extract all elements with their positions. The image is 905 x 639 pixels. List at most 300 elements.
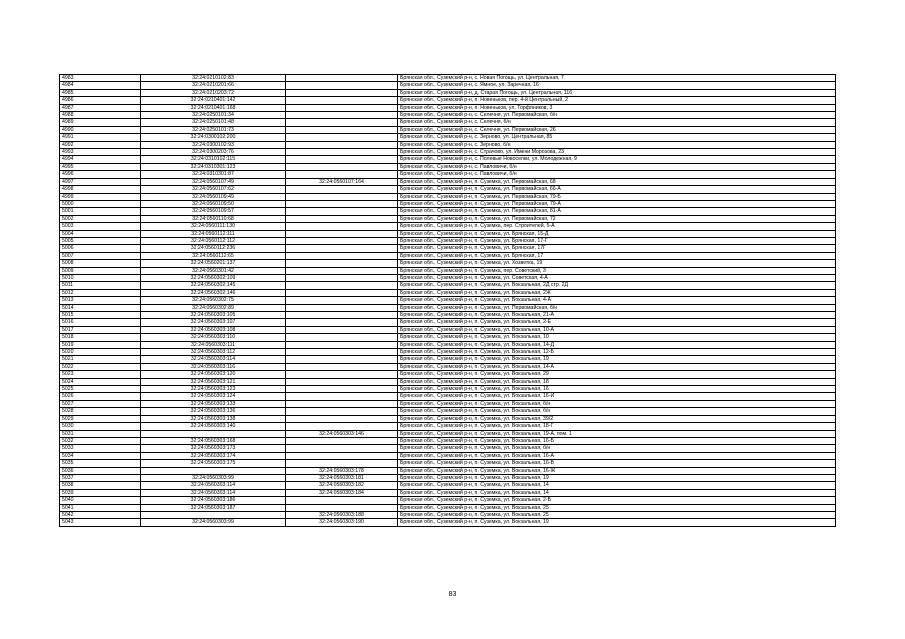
cadastral-number-cell: 32:24:0210201:66 <box>141 82 286 89</box>
table-row <box>60 208 836 215</box>
row-number-cell: 4996 <box>60 171 141 178</box>
table-row <box>60 82 836 89</box>
row-number-cell: 5004 <box>60 230 141 237</box>
cadastral-number-cell: 32:24:0560303:187 <box>141 504 286 511</box>
table-row <box>60 252 836 259</box>
table-row <box>60 504 836 511</box>
row-number-cell: 5043 <box>60 519 141 526</box>
building-cadastral-number-cell <box>286 349 398 356</box>
row-number-cell: 5006 <box>60 245 141 252</box>
building-cadastral-number-cell <box>286 119 398 126</box>
address-cell: Брянская обл., Суземский р-н, п. Суземка, ул. Первомайская, 66-А <box>398 186 836 193</box>
cadastral-number-cell: 32:24:0560303:108 <box>141 326 286 333</box>
table-row <box>60 89 836 96</box>
building-cadastral-number-cell <box>286 304 398 311</box>
row-number-cell: 5009 <box>60 267 141 274</box>
address-cell: Брянская обл., Суземский р-н, п. Суземка, ул. Советская, 4-А <box>398 274 836 281</box>
row-number-cell: 5027 <box>60 400 141 407</box>
building-cadastral-number-cell <box>286 193 398 200</box>
building-cadastral-number-cell <box>286 230 398 237</box>
cadastral-number-cell: 32:24:0560303:124 <box>141 393 286 400</box>
row-number-cell: 5040 <box>60 497 141 504</box>
table-row <box>60 112 836 119</box>
building-cadastral-number-cell <box>286 252 398 259</box>
building-cadastral-number-cell <box>286 215 398 222</box>
cadastral-number-cell: 32:24:0560303:133 <box>141 400 286 407</box>
building-cadastral-number-cell <box>286 149 398 156</box>
cadastral-number-cell: 32:24:0560110:68 <box>141 215 286 222</box>
row-number-cell: 5041 <box>60 504 141 511</box>
address-cell: Брянская обл., Суземский р-н, п. Суземка, ул. Вокзальная, 16-Ж <box>398 467 836 474</box>
cadastral-number-cell <box>141 511 286 518</box>
building-cadastral-number-cell: 32:24:0560107:164 <box>286 178 398 185</box>
building-cadastral-number-cell <box>286 504 398 511</box>
cadastral-number-cell: 32:24:0560303:99 <box>141 519 286 526</box>
building-cadastral-number-cell <box>286 297 398 304</box>
row-number-cell: 5022 <box>60 363 141 370</box>
table-row <box>60 230 836 237</box>
cadastral-number-cell: 32:24:0560302:145 <box>141 282 286 289</box>
building-cadastral-number-cell <box>286 89 398 96</box>
row-number-cell: 5016 <box>60 319 141 326</box>
row-number-cell: 5025 <box>60 386 141 393</box>
address-cell: Брянская обл., Суземский р-н, п. Суземка, ул. Вокзальная, 14-Д <box>398 341 836 348</box>
row-number-cell: 5031 <box>60 430 141 437</box>
address-cell: Брянская обл., Суземский р-н, п. Суземка, ул. Вокзальная, 21-А <box>398 312 836 319</box>
row-number-cell: 4992 <box>60 141 141 148</box>
cadastral-number-cell: 32:24:0560303:140 <box>141 423 286 430</box>
cadastral-number-cell: 32:24:0560302:75 <box>141 297 286 304</box>
row-number-cell: 5023 <box>60 371 141 378</box>
building-cadastral-number-cell <box>286 260 398 267</box>
row-number-cell: 5033 <box>60 445 141 452</box>
table-row <box>60 156 836 163</box>
row-number-cell: 4986 <box>60 97 141 104</box>
table-row <box>60 474 836 481</box>
address-cell: Брянская обл., Суземский р-н, с. Ямное, ул. Заречная, 16 <box>398 82 836 89</box>
building-cadastral-number-cell <box>286 289 398 296</box>
cadastral-number-cell: 32:24:0560301:42 <box>141 267 286 274</box>
row-number-cell: 4983 <box>60 75 141 82</box>
table-row <box>60 393 836 400</box>
table-row <box>60 267 836 274</box>
building-cadastral-number-cell: 32:24:0560303:190 <box>286 519 398 526</box>
table-row <box>60 349 836 356</box>
cadastral-number-cell: 32:24:0560303:107 <box>141 319 286 326</box>
page-number: 83 <box>448 591 457 598</box>
row-number-cell: 5035 <box>60 460 141 467</box>
table-row <box>60 423 836 430</box>
row-number-cell: 4995 <box>60 163 141 170</box>
address-cell: Брянская обл., Суземский р-н, п. Суземка, ул. Вокзальная, 25 <box>398 511 836 518</box>
table-row <box>60 126 836 133</box>
address-cell: Брянская обл., Суземский р-н, п. Суземка, ул. Вокзальная, 16-А <box>398 452 836 459</box>
building-cadastral-number-cell <box>286 437 398 444</box>
cadastral-number-cell: 32:24:0560302:109 <box>141 274 286 281</box>
building-cadastral-number-cell <box>286 112 398 119</box>
cadastral-number-cell: 32:24:0210102:83 <box>141 75 286 82</box>
table-row <box>60 378 836 385</box>
building-cadastral-number-cell: 32:24:0560303:178 <box>286 467 398 474</box>
table-row <box>60 467 836 474</box>
table-row <box>60 363 836 370</box>
address-cell: Брянская обл., Суземский р-н, п. Суземка, ул. Вокзальная, б/н <box>398 445 836 452</box>
address-cell: Брянская обл., Суземский р-н, с. Павловичи, б/н <box>398 171 836 178</box>
table-row <box>60 334 836 341</box>
cadastral-number-cell: 32:24:0210401:142 <box>141 97 286 104</box>
cadastral-number-cell: 32:24:0300203:76 <box>141 149 286 156</box>
address-cell: Брянская обл., Суземский р-н, п. Суземка, ул. Вокзальная, 25 <box>398 504 836 511</box>
row-number-cell: 5001 <box>60 208 141 215</box>
table-row <box>60 482 836 489</box>
cadastral-number-cell: 32:24:0560112:236 <box>141 245 286 252</box>
cadastral-number-cell: 32:24:0560112:112 <box>141 237 286 244</box>
address-cell: Брянская обл., Суземский р-н, п. Суземка, ул. Первомайская, 79-А <box>398 200 836 207</box>
address-cell: Брянская обл., Суземский р-н, п. Суземка, ул. Вокзальная, б/н <box>398 408 836 415</box>
address-cell: Брянская обл., Суземский р-н, с. Зерново, б/н <box>398 141 836 148</box>
table-row <box>60 319 836 326</box>
building-cadastral-number-cell <box>286 326 398 333</box>
row-number-cell: 5002 <box>60 215 141 222</box>
row-number-cell: 5042 <box>60 511 141 518</box>
cadastral-number-cell: 32:24:0560303:136 <box>141 408 286 415</box>
building-cadastral-number-cell <box>286 237 398 244</box>
table-row <box>60 134 836 141</box>
row-number-cell: 5015 <box>60 312 141 319</box>
building-cadastral-number-cell <box>286 171 398 178</box>
cadastral-number-cell <box>141 467 286 474</box>
row-number-cell: 5003 <box>60 223 141 230</box>
address-cell: Брянская обл., Суземский р-н, п. Суземка, ул. Вокзальная, 14 <box>398 489 836 496</box>
cadastral-number-cell: 32:24:0560303:121 <box>141 378 286 385</box>
cadastral-number-cell: 32:24:0560303:99 <box>141 474 286 481</box>
address-cell: Брянская обл., Суземский р-н, д. Старая Погощь, ул. Центральная, 116 <box>398 89 836 96</box>
row-number-cell: 5020 <box>60 349 141 356</box>
cadastral-number-cell: 32:24:0560109:50 <box>141 200 286 207</box>
cadastral-number-cell <box>141 430 286 437</box>
table-row <box>60 341 836 348</box>
address-cell: Брянская обл., Суземский р-н, п. Суземка, ул. Вокзальная, 16-Б <box>398 437 836 444</box>
address-cell: Брянская обл., Суземский р-н, п. Суземка, ул. Первомайская, б/н <box>398 304 836 311</box>
row-number-cell: 4987 <box>60 104 141 111</box>
address-cell: Брянская обл., Суземский р-н, п. Суземка, ул. Вокзальная, 18-Г <box>398 423 836 430</box>
registry-table-body <box>60 75 836 527</box>
cadastral-number-cell: 32:24:0560302:146 <box>141 289 286 296</box>
address-cell: Брянская обл., Суземский р-н, с. Полевые Новоселки, ул. Молодежная, 9 <box>398 156 836 163</box>
address-cell: Брянская обл., Суземский р-н, с. Селечня, ул. Первомайская, 26 <box>398 126 836 133</box>
cadastral-number-cell: 32:24:0560303:112 <box>141 349 286 356</box>
table-row <box>60 304 836 311</box>
cadastral-number-cell: 32:24:0560302:89 <box>141 304 286 311</box>
row-number-cell: 4988 <box>60 112 141 119</box>
table-row <box>60 430 836 437</box>
row-number-cell: 5019 <box>60 341 141 348</box>
row-number-cell: 5037 <box>60 474 141 481</box>
table-row <box>60 312 836 319</box>
row-number-cell: 4984 <box>60 82 141 89</box>
row-number-cell: 4991 <box>60 134 141 141</box>
address-cell: Брянская обл., Суземский р-н, п. Суземка, ул. Вокзальная, 16-В <box>398 460 836 467</box>
table-row <box>60 326 836 333</box>
building-cadastral-number-cell <box>286 156 398 163</box>
table-row <box>60 297 836 304</box>
address-cell: Брянская обл., Суземский р-н, с. Новая Погощь, ул. Центральная, 7 <box>398 75 836 82</box>
row-number-cell: 4989 <box>60 119 141 126</box>
row-number-cell: 5021 <box>60 356 141 363</box>
cadastral-number-cell: 32:24:0560303:168 <box>141 437 286 444</box>
building-cadastral-number-cell <box>286 163 398 170</box>
building-cadastral-number-cell <box>286 356 398 363</box>
building-cadastral-number-cell <box>286 423 398 430</box>
row-number-cell: 5000 <box>60 200 141 207</box>
table-row <box>60 193 836 200</box>
cadastral-number-cell: 32:24:0560303:123 <box>141 386 286 393</box>
row-number-cell: 5034 <box>60 452 141 459</box>
cadastral-number-cell: 32:24:0560109:49 <box>141 193 286 200</box>
table-row <box>60 171 836 178</box>
building-cadastral-number-cell <box>286 393 398 400</box>
building-cadastral-number-cell <box>286 386 398 393</box>
cadastral-number-cell: 32:24:0560303:114 <box>141 356 286 363</box>
address-cell: Брянская обл., Суземский р-н, п. Суземка, ул. Вокзальная, 39/2 <box>398 415 836 422</box>
building-cadastral-number-cell <box>286 312 398 319</box>
row-number-cell: 5014 <box>60 304 141 311</box>
building-cadastral-number-cell <box>286 371 398 378</box>
address-cell: Брянская обл., Суземский р-н, п. Суземка, ул. Брянская, 15-Д <box>398 230 836 237</box>
table-row <box>60 178 836 185</box>
cadastral-number-cell: 32:24:0560303:186 <box>141 497 286 504</box>
table-row <box>60 141 836 148</box>
row-number-cell: 5008 <box>60 260 141 267</box>
cadastral-number-cell: 32:24:0210401:168 <box>141 104 286 111</box>
table-row <box>60 408 836 415</box>
table-row <box>60 237 836 244</box>
building-cadastral-number-cell <box>286 408 398 415</box>
building-cadastral-number-cell: 32:24:0560303:181 <box>286 474 398 481</box>
row-number-cell: 5039 <box>60 489 141 496</box>
address-cell: Брянская обл., Суземский р-н, п. Суземка, ул. Вокзальная, 2Ж <box>398 289 836 296</box>
table-row <box>60 519 836 526</box>
table-row <box>60 163 836 170</box>
address-cell: Брянская обл., Суземский р-н, п. Суземка, ул. Брянская, 17-Г <box>398 237 836 244</box>
table-row <box>60 511 836 518</box>
row-number-cell: 5013 <box>60 297 141 304</box>
building-cadastral-number-cell <box>286 141 398 148</box>
cadastral-number-cell: 32:24:0250101:73 <box>141 126 286 133</box>
row-number-cell: 5036 <box>60 467 141 474</box>
cadastral-number-cell: 32:24:0310102:115 <box>141 156 286 163</box>
table-row <box>60 215 836 222</box>
row-number-cell: 5032 <box>60 437 141 444</box>
row-number-cell: 5005 <box>60 237 141 244</box>
registry-table <box>59 74 836 527</box>
row-number-cell: 5017 <box>60 326 141 333</box>
cadastral-number-cell: 32:24:0560303:138 <box>141 415 286 422</box>
address-cell: Брянская обл., Суземский р-н, п. Суземка, ул. Первомайская, 79-Б <box>398 193 836 200</box>
cadastral-number-cell: 32:24:0560303:120 <box>141 371 286 378</box>
row-number-cell: 5030 <box>60 423 141 430</box>
cadastral-number-cell: 32:24:0560303:111 <box>141 341 286 348</box>
row-number-cell: 4999 <box>60 193 141 200</box>
address-cell: Брянская обл., Суземский р-н, с. Селечня, ул. Первомайская, б/н <box>398 112 836 119</box>
building-cadastral-number-cell <box>286 186 398 193</box>
cadastral-number-cell: 32:24:0560107:62 <box>141 186 286 193</box>
address-cell: Брянская обл., Суземский р-н, п. Суземка, ул. Вокзальная, 12-Б <box>398 349 836 356</box>
table-row <box>60 371 836 378</box>
cadastral-number-cell: 32:24:0560112:111 <box>141 230 286 237</box>
address-cell: Брянская обл., Суземский р-н, п. Суземка, ул. Вокзальная, 4-А <box>398 297 836 304</box>
table-row <box>60 282 836 289</box>
row-number-cell: 5018 <box>60 334 141 341</box>
table-row <box>60 200 836 207</box>
building-cadastral-number-cell <box>286 282 398 289</box>
address-cell: Брянская обл., Суземский р-н, с. Зерново, ул. Центральная, 85 <box>398 134 836 141</box>
cadastral-number-cell: 32:24:0560303:175 <box>141 460 286 467</box>
cadastral-number-cell: 32:24:0560303:173 <box>141 445 286 452</box>
building-cadastral-number-cell <box>286 497 398 504</box>
table-row <box>60 460 836 467</box>
cadastral-number-cell: 32:24:0560303:105 <box>141 312 286 319</box>
cadastral-number-cell: 32:24:0250101:48 <box>141 119 286 126</box>
table-row <box>60 75 836 82</box>
building-cadastral-number-cell: 32:24:0560303:184 <box>286 489 398 496</box>
table-row <box>60 400 836 407</box>
table-row <box>60 97 836 104</box>
table-row <box>60 223 836 230</box>
address-cell: Брянская обл., Суземский р-н, п. Суземка, пер. Строителей, 5-А <box>398 223 836 230</box>
address-cell: Брянская обл., Суземский р-н, п. Суземка, ул. Вокзальная, 14-А <box>398 363 836 370</box>
row-number-cell: 4998 <box>60 186 141 193</box>
address-cell: Брянская обл., Суземский р-н, п. Суземка, ул. Хозветка, 19 <box>398 260 836 267</box>
address-cell: Брянская обл., Суземский р-н, п. Суземка, ул. Первомайская, 72 <box>398 215 836 222</box>
table-row <box>60 489 836 496</box>
address-cell: Брянская обл., Суземский р-н, п. Суземка, пер. Советский, 3 <box>398 267 836 274</box>
address-cell: Брянская обл., Суземский р-н, п. Суземка, ул. Вокзальная, 19 <box>398 519 836 526</box>
table-row <box>60 437 836 444</box>
address-cell: Брянская обл., Суземский р-н, п. Суземка, ул. Вокзальная, 10-А <box>398 326 836 333</box>
building-cadastral-number-cell <box>286 223 398 230</box>
building-cadastral-number-cell <box>286 274 398 281</box>
table-row <box>60 445 836 452</box>
building-cadastral-number-cell <box>286 82 398 89</box>
row-number-cell: 4994 <box>60 156 141 163</box>
building-cadastral-number-cell: 32:24:0560303:182 <box>286 482 398 489</box>
building-cadastral-number-cell <box>286 245 398 252</box>
address-cell: Брянская обл., Суземский р-н, п. Суземка, ул. Вокзальная, 2Д стр. 2Д <box>398 282 836 289</box>
cadastral-number-cell: 32:24:0300102:93 <box>141 141 286 148</box>
building-cadastral-number-cell <box>286 378 398 385</box>
cadastral-number-cell: 32:24:0560201:137 <box>141 260 286 267</box>
cadastral-number-cell: 32:24:0560303:174 <box>141 452 286 459</box>
address-cell: Брянская обл., Суземский р-н, п. Суземка, ул. Вокзальная, 18 <box>398 378 836 385</box>
building-cadastral-number-cell <box>286 452 398 459</box>
building-cadastral-number-cell <box>286 208 398 215</box>
cadastral-number-cell: 32:24:0560303:114 <box>141 489 286 496</box>
address-cell: Брянская обл., Суземский р-н, п. Суземка, ул. Вокзальная, б/н <box>398 400 836 407</box>
cadastral-number-cell: 32:24:0310301:123 <box>141 163 286 170</box>
cadastral-number-cell: 32:24:0560303:110 <box>141 334 286 341</box>
building-cadastral-number-cell <box>286 75 398 82</box>
address-cell: Брянская обл., Суземский р-н, с. Страчово, ул. Имени Морозова, 23 <box>398 149 836 156</box>
address-cell: Брянская обл., Суземский р-н, п. Новеньков, пер. 4-й Центральный, 2 <box>398 97 836 104</box>
row-number-cell: 5038 <box>60 482 141 489</box>
building-cadastral-number-cell <box>286 400 398 407</box>
row-number-cell: 5011 <box>60 282 141 289</box>
address-cell: Брянская обл., Суземский р-н, п. Суземка, ул. Вокзальная, 16 <box>398 386 836 393</box>
address-cell: Брянская обл., Суземский р-н, п. Суземка, ул. Первомайская, 81-А <box>398 208 836 215</box>
row-number-cell: 4993 <box>60 149 141 156</box>
row-number-cell: 4985 <box>60 89 141 96</box>
address-cell: Брянская обл., Суземский р-н, с. Павловичи, б/н <box>398 163 836 170</box>
table-row <box>60 260 836 267</box>
building-cadastral-number-cell: 32:24:0560303:188 <box>286 511 398 518</box>
address-cell: Брянская обл., Суземский р-н, п. Суземка, ул. Брянская, 17Г <box>398 245 836 252</box>
table-row <box>60 415 836 422</box>
table-row <box>60 149 836 156</box>
cadastral-number-cell: 32:24:0300102:200 <box>141 134 286 141</box>
table-row <box>60 356 836 363</box>
building-cadastral-number-cell <box>286 341 398 348</box>
row-number-cell: 5012 <box>60 289 141 296</box>
cadastral-number-cell: 32:24:0560111:130 <box>141 223 286 230</box>
table-row <box>60 386 836 393</box>
cadastral-number-cell: 32:24:0560107:49 <box>141 178 286 185</box>
row-number-cell: 5007 <box>60 252 141 259</box>
building-cadastral-number-cell <box>286 415 398 422</box>
building-cadastral-number-cell <box>286 267 398 274</box>
row-number-cell: 5010 <box>60 274 141 281</box>
address-cell: Брянская обл., Суземский р-н, п. Суземка, ул. Вокзальная, 10 <box>398 334 836 341</box>
address-cell: Брянская обл., Суземский р-н, п. Новеньков, ул. Торфяников, 3 <box>398 104 836 111</box>
address-cell: Брянская обл., Суземский р-н, п. Суземка, ул. Вокзальная, 2-Е <box>398 319 836 326</box>
address-cell: Брянская обл., Суземский р-н, п. Суземка, ул. Вокзальная, 19 <box>398 356 836 363</box>
address-cell: Брянская обл., Суземский р-н, п. Суземка, ул. Вокзальная, 29 <box>398 371 836 378</box>
address-cell: Брянская обл., Суземский р-н, п. Суземка, ул. Вокзальная, 14 <box>398 482 836 489</box>
cadastral-number-cell: 32:24:0560112:65 <box>141 252 286 259</box>
building-cadastral-number-cell <box>286 334 398 341</box>
building-cadastral-number-cell <box>286 363 398 370</box>
cadastral-number-cell: 32:24:0560109:57 <box>141 208 286 215</box>
address-cell: Брянская обл., Суземский р-н, п. Суземка, ул. Вокзальная, 19 <box>398 474 836 481</box>
address-cell: Брянская обл., Суземский р-н, п. Суземка, ул. Вокзальная, 2-Б <box>398 497 836 504</box>
building-cadastral-number-cell: 32:24:0560303:146 <box>286 430 398 437</box>
address-cell: Брянская обл., Суземский р-н, п. Суземка, ул. Вокзальная, 16-И <box>398 393 836 400</box>
table-row <box>60 289 836 296</box>
row-number-cell: 5029 <box>60 415 141 422</box>
address-cell: Брянская обл., Суземский р-н, п. Суземка, ул. Вокзальная, 19-А, пом. 1 <box>398 430 836 437</box>
building-cadastral-number-cell <box>286 104 398 111</box>
building-cadastral-number-cell <box>286 319 398 326</box>
address-cell: Брянская обл., Суземский р-н, п. Суземка, ул. Первомайская, 68 <box>398 178 836 185</box>
table-row <box>60 245 836 252</box>
table-row <box>60 274 836 281</box>
table-row <box>60 497 836 504</box>
building-cadastral-number-cell <box>286 200 398 207</box>
cadastral-number-cell: 32:24:0250101:34 <box>141 112 286 119</box>
building-cadastral-number-cell <box>286 126 398 133</box>
table-row <box>60 104 836 111</box>
table-row <box>60 186 836 193</box>
cadastral-number-cell: 32:24:0560303:114 <box>141 482 286 489</box>
cadastral-number-cell: 32:24:0560303:116 <box>141 363 286 370</box>
table-row <box>60 452 836 459</box>
cadastral-number-cell: 32:24:0210203:72 <box>141 89 286 96</box>
building-cadastral-number-cell <box>286 134 398 141</box>
row-number-cell: 4990 <box>60 126 141 133</box>
cadastral-number-cell: 32:24:0310301:87 <box>141 171 286 178</box>
row-number-cell: 5024 <box>60 378 141 385</box>
building-cadastral-number-cell <box>286 445 398 452</box>
